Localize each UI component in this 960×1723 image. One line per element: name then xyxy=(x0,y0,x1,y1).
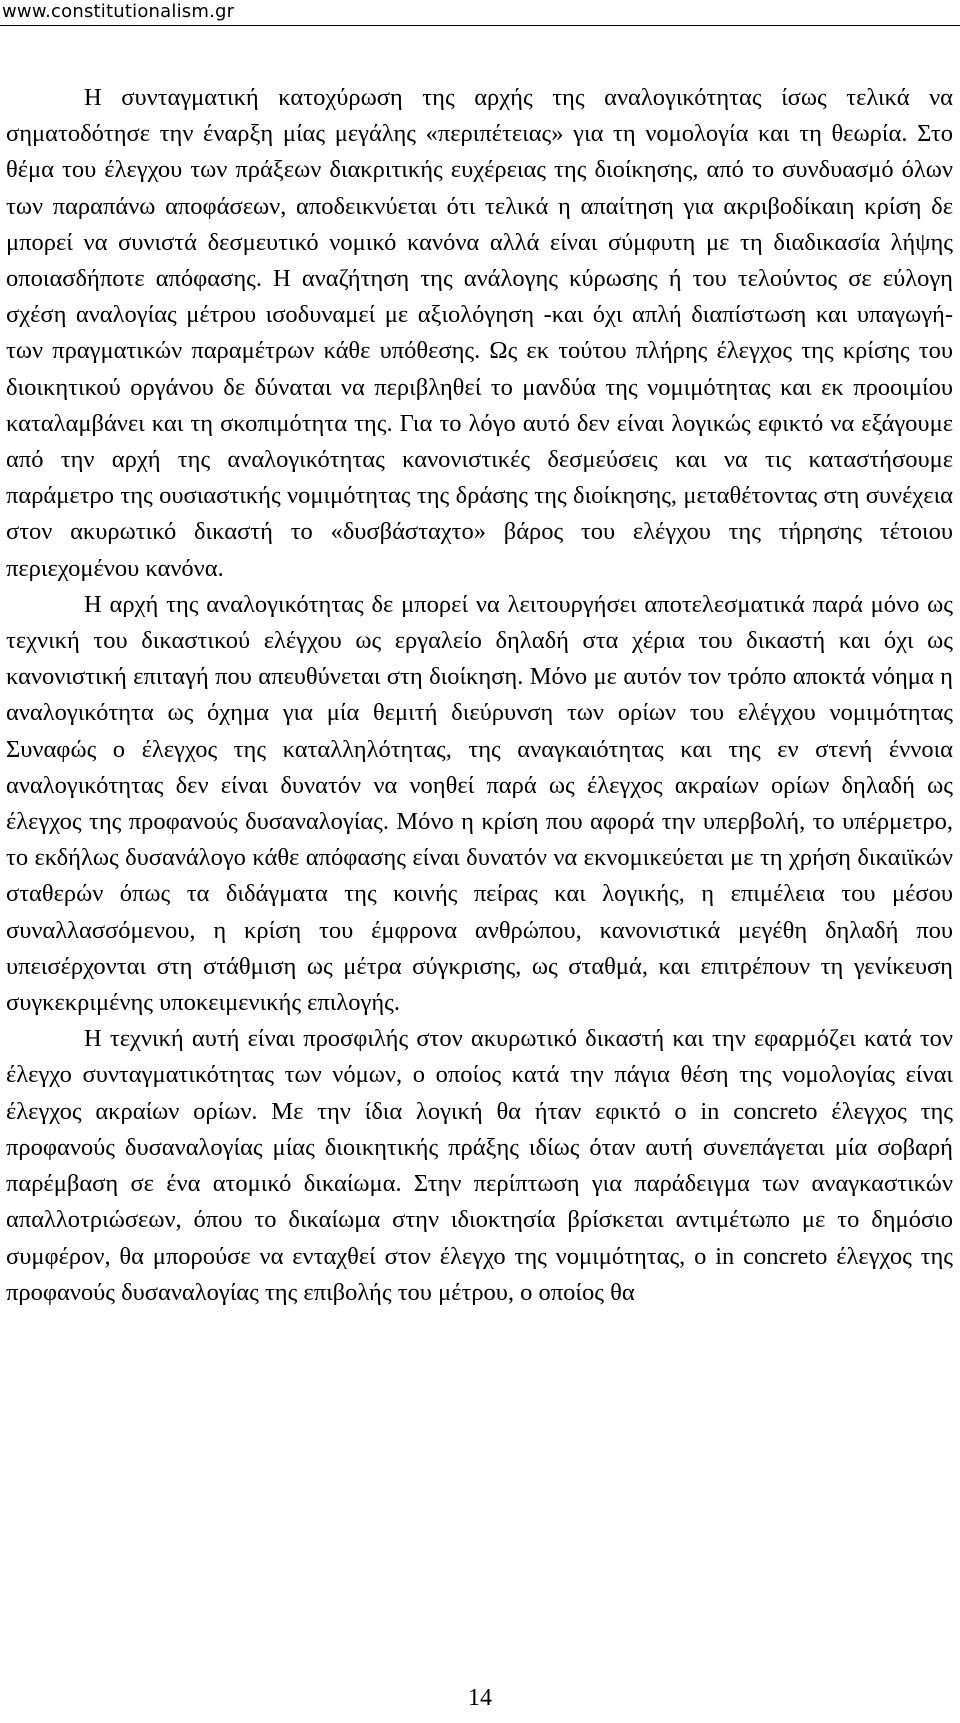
paragraph-2: Η αρχή της αναλογικότητας δε μπορεί να λειτουργήσει αποτελεσματικά παρά μόνο ως τεχνική του δικαστικού ελέγχου ως εργαλείο δηλαδή στα χέρια του δικαστή και όχι ως κανονιστική επιταγή που απευθύνεται στη διοίκηση. Μόνο με αυτόν τον τρόπο αποκτά νόημα η αναλογικότητα ως όχημα για μία θεμιτή διεύρυνση των ορίων του ελέγχου νομιμότητας Συναφώς ο έλεγχος της καταλληλότητας, της αναγκαιότητας και της εν στενή έννοια αναλογικότητας δεν είναι δυνατόν να νοηθεί παρά ως έλεγχος ακραίων ορίων δηλαδή ως έλεγχος της προφανούς δυσαναλογίας. Μόνο η κρίση που αφορά την υπερβολή, το υπέρμετρο, το εκδήλως δυσανάλογο κάθε απόφασης είναι δυνατόν να εκνομικεύεται με τη χρήση δικαιϊκών σταθερών όπως τα διδάγματα της κοινής πείρας και λογικής, η επιμέλεια του μέσου συναλλασσόμενου, η κρίση του έμφρονα ανθρώπου, κανονιστικά μεγέθη δηλαδή που υπεισέρχονται στη στάθμιση ως μέτρα σύγκρισης, ως σταθμά, και επιτρέπουν τη γενίκευση συγκεκριμένης υποκειμενικής επιλογής. xyxy=(6,590,953,1017)
page-number: 14 xyxy=(468,1685,492,1711)
paragraph-1: Η συνταγματική κατοχύρωση της αρχής της αναλογικότητας ίσως τελικά να σηματοδότησε την έναρξη μίας μεγάλης «περιπέτειας» για τη νομολογία και τη θεωρία. Στο θέμα του έλεγχου των πράξεων διακριτικής ευχέρειας της διοίκησης, από το συνδυασμό όλων των παραπάνω αποφάσεων, αποδεικνύεται ότι τελικά η απαίτηση για ακριβοδίκαιη κρίση δε μπορεί να συνιστά δεσμευτικό νομικό κανόνα αλλά είναι σύμφυτη με τη διαδικασία λήψης οποιασδήποτε απόφασης. Η αναζήτηση της ανάλογης κύρωσης ή του τελούντος σε εύλογη σχέση αναλογίας μέτρου ισοδυναμεί με αξιολόγηση -και όχι απλή διαπίστωση και υπαγωγή- των πραγματικών παραμέτρων κάθε υπόθεσης. Ως εκ τούτου πλήρης έλεγχος της κρίσης του διοικητικού οργάνου δε δύναται να περιβληθεί το μανδύα της νομιμότητας και εκ προοιμίου καταλαμβάνει και τη σκοπιμότητα της. Για το λόγο αυτό δεν είναι λογικώς εφικτό να εξάγουμε από την αρχή της αναλογικότητας κανονιστικές δεσμεύσεις και να τις καταστήσουμε παράμετρο της ουσιαστικής νομιμότητας της δράσης της διοίκησης, μεταθέτοντας στη συνέχεια στον ακυρωτικό δικαστή το «δυσβάσταχτο» βάρος του ελέγχου της τήρησης τέτοιου περιεχομένου κανόνα. xyxy=(6,84,953,582)
header-divider xyxy=(0,25,960,26)
page-header xyxy=(0,0,960,28)
paragraph-3: Η τεχνική αυτή είναι προσφιλής στον ακυρωτικό δικαστή και την εφαρμόζει κατά τον έλεγχο συνταγματικότητας των νόμων, ο οποίος κατά την πάγια θέση της νομολογίας είναι έλεγχος ακραίων ορίων. Με την ίδια λογική θα ήταν εφικτό ο in concreto έλεγχος της προφανούς δυσαναλογίας μίας διοικητικής πράξης ιδίως όταν αυτή συνεπάγεται μία σοβαρή παρέμβαση σε ένα ατομικό δικαίωμα. Στην περίπτωση για παράδειγμα των αναγκαστικών απαλλοτριώσεων, όπου το δικαίωμα στην ιδιοκτησία βρίσκεται αντιμέτωπο με το δημόσιο συμφέρον, θα μπορούσε να ενταχθεί στον έλεγχο της νομιμότητας, ο in concreto έλεγχος της προφανούς δυσαναλογίας της επιβολής του μέτρου, ο οποίος θα xyxy=(6,1025,953,1306)
header-url: www.constitutionalism.gr xyxy=(2,1,235,22)
document-body xyxy=(6,80,953,1311)
